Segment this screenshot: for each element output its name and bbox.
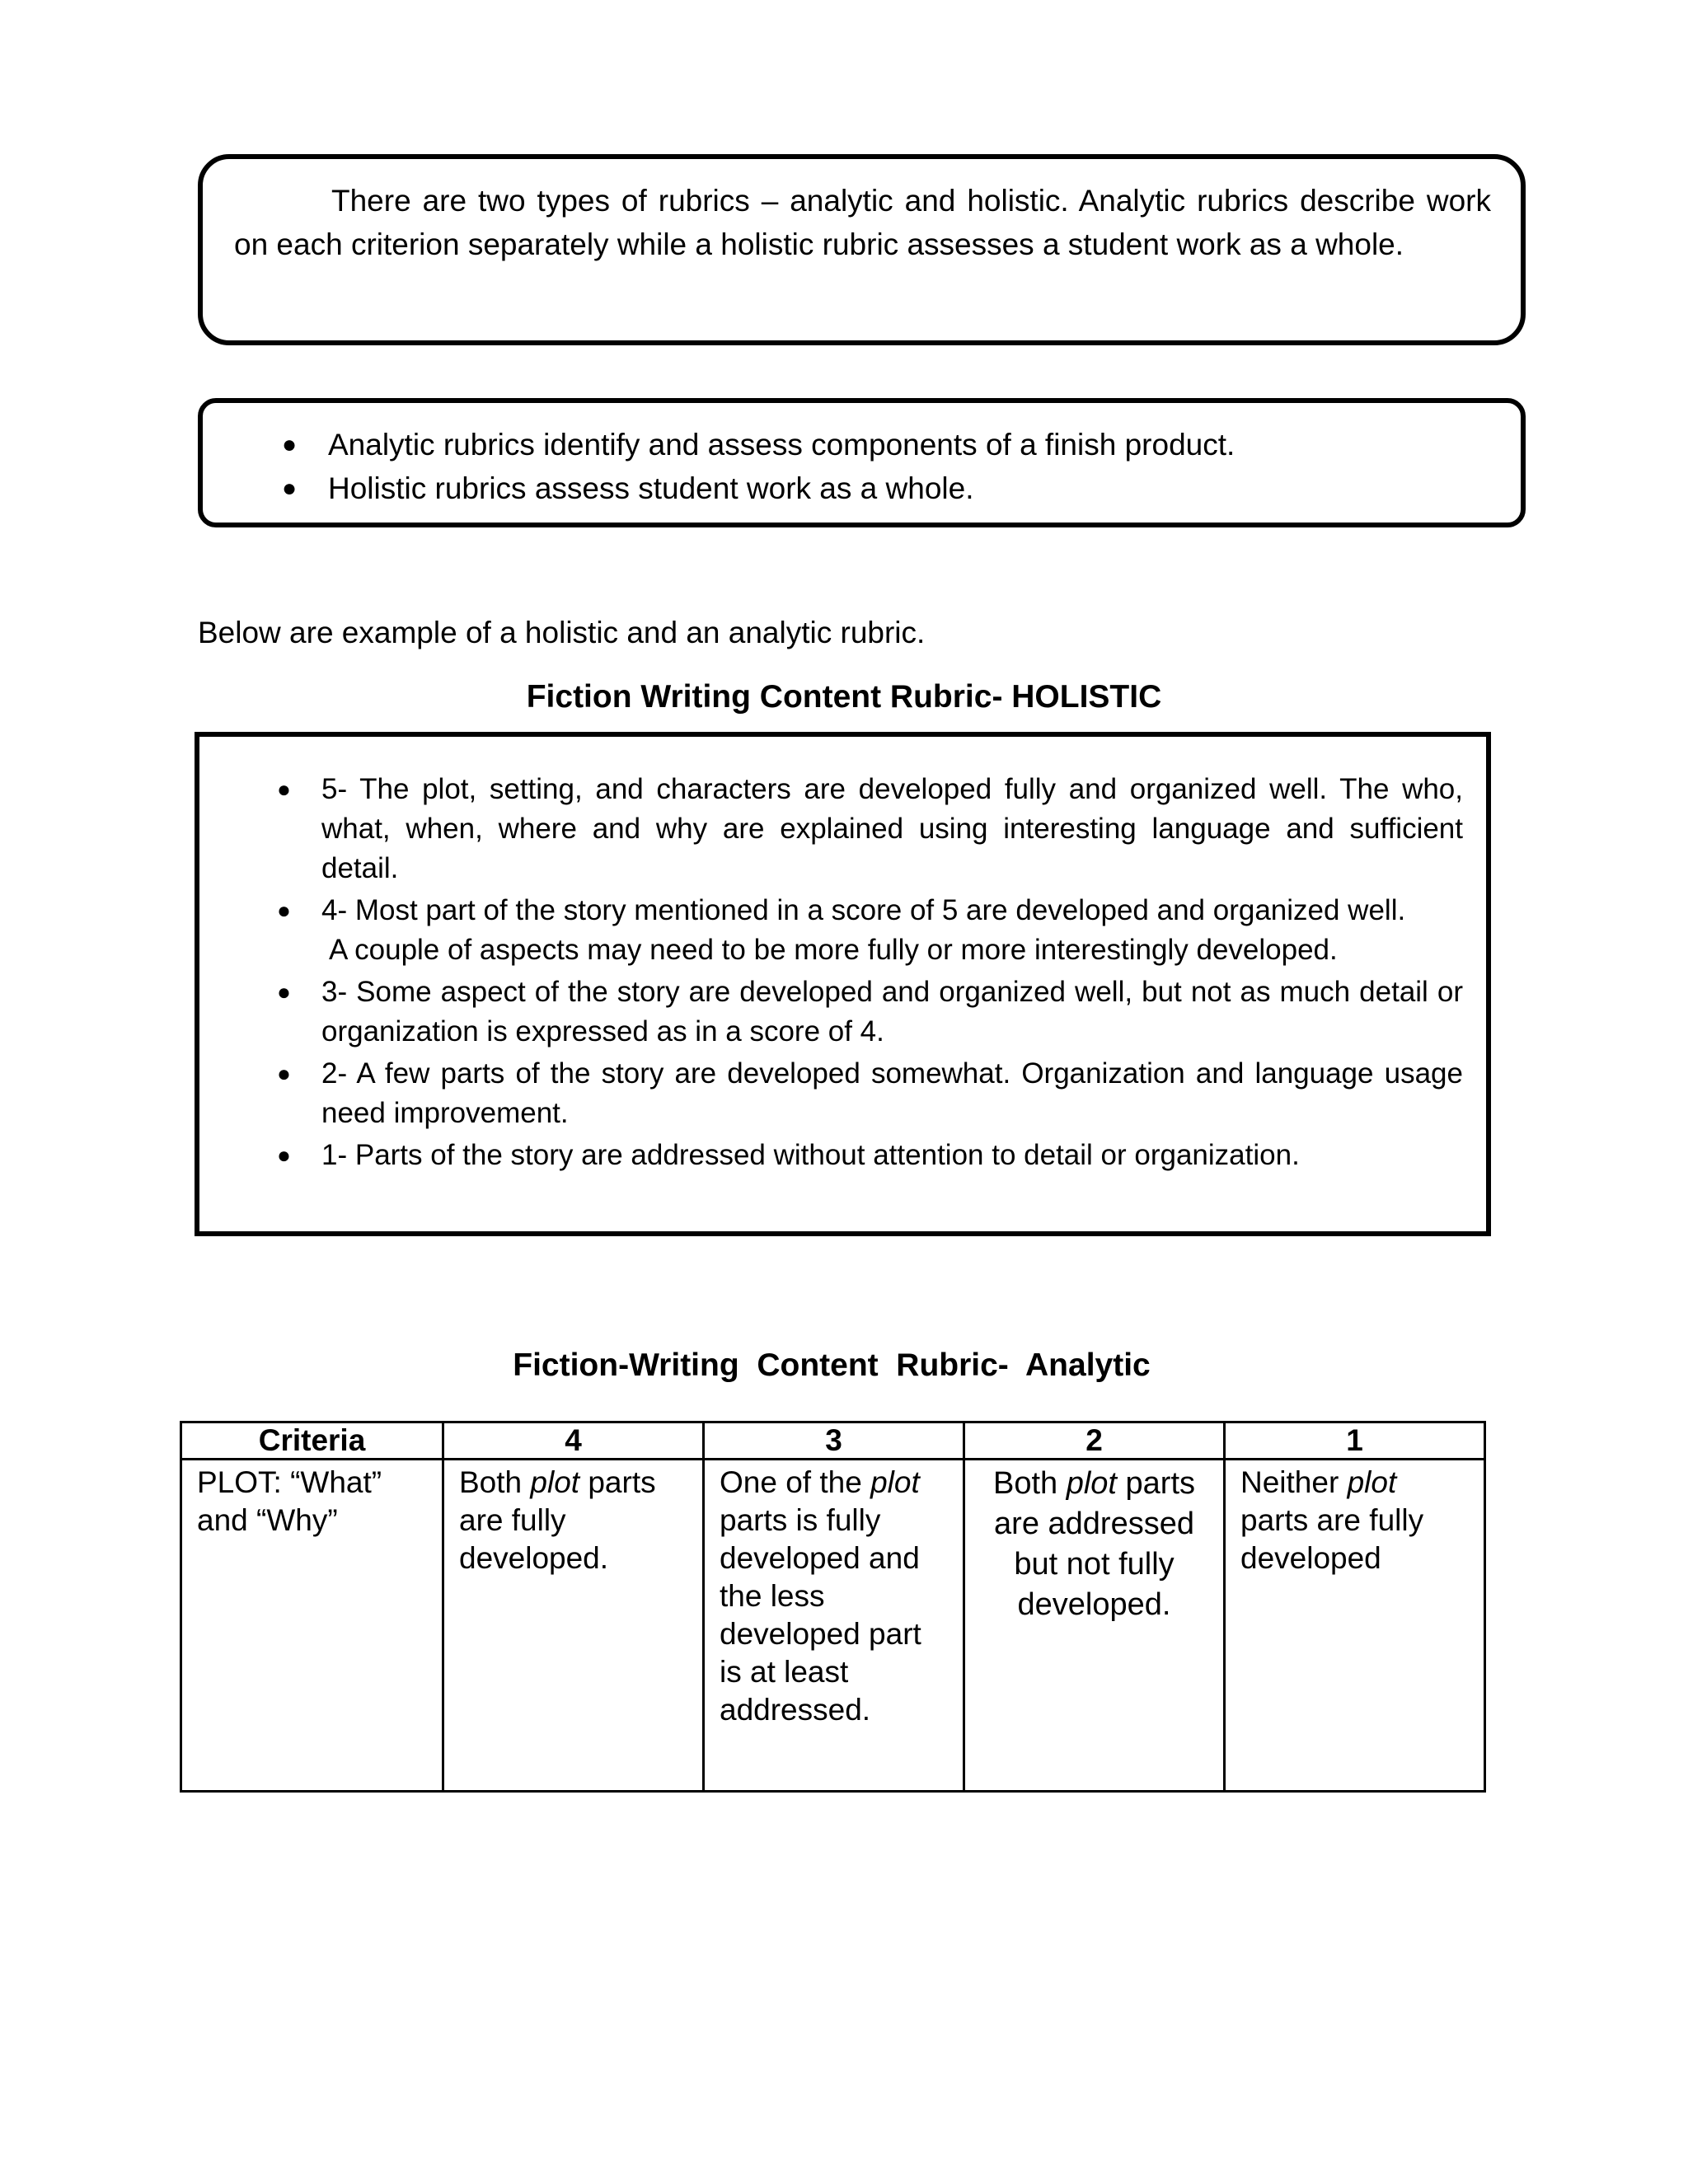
- table-row: [181, 1460, 1485, 1792]
- bullet-icon: ●: [277, 898, 291, 923]
- holistic-item-1: [199, 1136, 1463, 1175]
- cell-text: One of the: [720, 1465, 871, 1499]
- cell-text: Neither: [1240, 1465, 1348, 1499]
- bullet-icon: ●: [282, 475, 298, 502]
- cell-score-3: [704, 1460, 964, 1792]
- cell-score-1: [1225, 1460, 1485, 1792]
- cell-score-4: [443, 1460, 704, 1792]
- holistic-list: [199, 770, 1463, 1175]
- holistic-title: Fiction Writing Content Rubric- HOLISTIC: [526, 679, 1162, 715]
- cell-text-italic: plot: [870, 1465, 920, 1499]
- column-header-3: 3: [704, 1422, 964, 1460]
- cell-text: parts are fully developed.: [459, 1465, 656, 1575]
- holistic-item-text: 4- Most part of the story mentioned in a score of 5 are developed and organized well.: [321, 894, 1406, 926]
- holistic-item-text: 5- The plot, setting, and characters are developed fully and organized well. The who, what, when, where and why are explained using interesting language and sufficient detail.: [321, 773, 1463, 884]
- summary-list: [203, 423, 1521, 510]
- bullet-icon: ●: [282, 431, 298, 458]
- holistic-rubric-box: [195, 732, 1491, 1236]
- cell-text: parts are fully developed: [1240, 1503, 1424, 1575]
- holistic-item-text-cont: A couple of aspects may need to be more fully or more interestingly developed.: [329, 934, 1338, 966]
- summary-item-text: Holistic rubrics assess student work as a whole.: [328, 471, 974, 505]
- summary-item: [203, 466, 1521, 510]
- holistic-item-3: [199, 972, 1463, 1052]
- table-header-row: [181, 1422, 1485, 1460]
- holistic-item-text: 1- Parts of the story are addressed without attention to detail or organization.: [321, 1139, 1300, 1171]
- column-header-1: 1: [1225, 1422, 1485, 1460]
- bullet-icon: ●: [277, 979, 291, 1005]
- analytic-rubric-table: [180, 1421, 1486, 1793]
- cell-text: parts are addressed but not fully developed.: [994, 1466, 1196, 1622]
- summary-item: [203, 423, 1521, 466]
- cell-criteria: PLOT: “What” and “Why”: [181, 1460, 443, 1792]
- cell-text: Both: [459, 1465, 531, 1499]
- column-header-2: 2: [964, 1422, 1225, 1460]
- column-header-4: 4: [443, 1422, 704, 1460]
- intro-box-text: There are two types of rubrics – analytic and holistic. Analytic rubrics describe work on each criterion separately while a holistic rubric assesses a student work as a whole.: [234, 184, 1491, 261]
- cell-text-italic: plot: [530, 1465, 580, 1499]
- cell-text: Both: [992, 1466, 1067, 1501]
- holistic-item-text: 3- Some aspect of the story are developed and organized well, but not as much detail or organization is expressed as in a score of 4.: [321, 976, 1463, 1047]
- cell-text: parts is fully developed and the less developed part is at least addressed.: [720, 1503, 921, 1727]
- summary-box: [198, 398, 1526, 527]
- intro-box: [198, 154, 1526, 345]
- summary-item-text: Analytic rubrics identify and assess components of a finish product.: [328, 428, 1236, 462]
- intro-line: Below are example of a holistic and an analytic rubric.: [198, 616, 926, 649]
- analytic-title: Fiction-Writing Content Rubric- Analytic: [513, 1347, 1151, 1383]
- holistic-item-4: [199, 891, 1463, 970]
- cell-text-italic: plot: [1066, 1466, 1117, 1501]
- holistic-item-text: 2- A few parts of the story are developed somewhat. Organization and language usage need improvement.: [321, 1057, 1463, 1129]
- cell-text-italic: plot: [1347, 1465, 1397, 1499]
- holistic-item-2: [199, 1054, 1463, 1133]
- holistic-item-5: [199, 770, 1463, 888]
- cell-score-2: [964, 1460, 1225, 1792]
- bullet-icon: ●: [277, 1061, 291, 1086]
- bullet-icon: ●: [277, 1142, 291, 1168]
- bullet-icon: ●: [277, 776, 291, 802]
- column-header-criteria: Criteria: [181, 1422, 443, 1460]
